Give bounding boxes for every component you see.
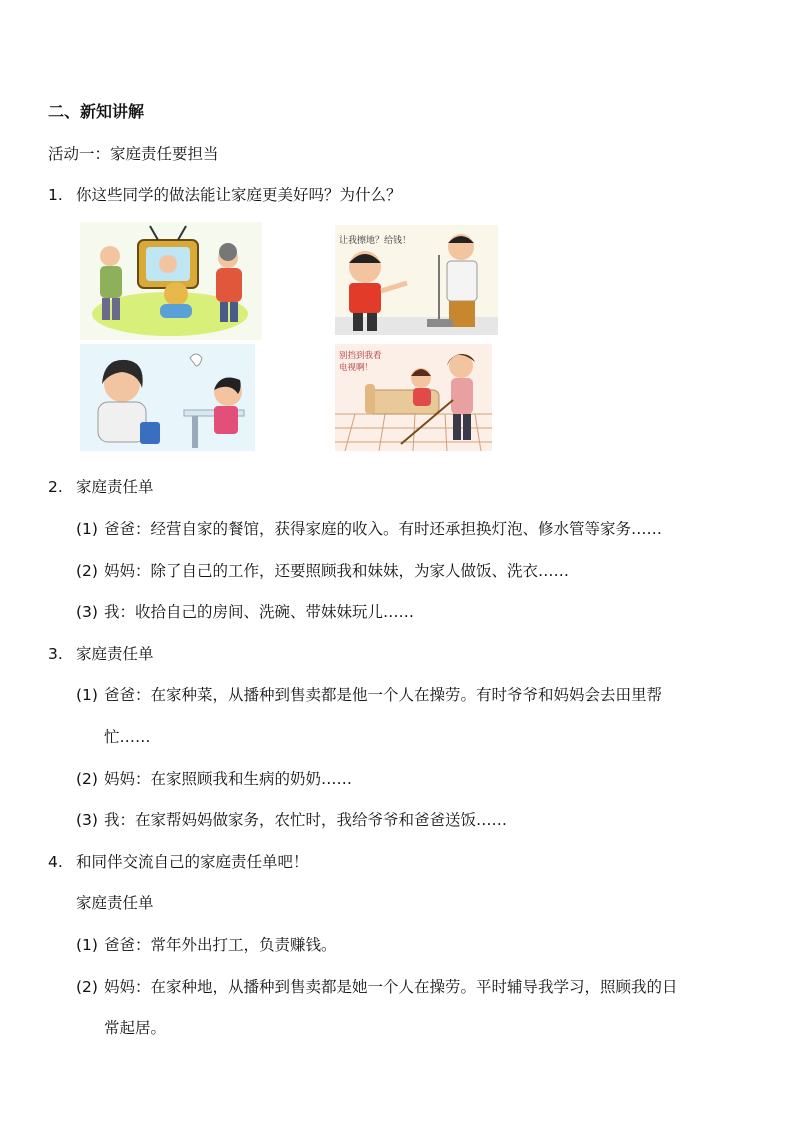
illustration-mopping (335, 225, 498, 335)
question-title: 家庭责任单 (76, 645, 154, 663)
item-text: 爸爸：常年外出打工，负责赚钱。 (104, 936, 337, 954)
section-heading: 二、新知讲解 (48, 102, 145, 121)
list-item (76, 976, 678, 998)
question-title: 家庭责任单 (76, 478, 154, 496)
item-number: (3) (76, 603, 98, 621)
list-item (76, 560, 569, 582)
question-4 (48, 851, 309, 873)
speech-bubble-text-line1: 别挡到我看 (339, 351, 382, 361)
speech-bubble-text-line2: 电视啊！ (339, 363, 374, 373)
item-text-continued: 忙…… (104, 728, 151, 746)
illustration-sweeping (335, 344, 492, 451)
item-text: 我：在家帮妈妈做家务，农忙时，我给爷爷和爸爸送饭…… (104, 811, 508, 829)
question-number: 4. (48, 853, 63, 871)
list-item (76, 684, 662, 706)
list-item (76, 934, 337, 956)
item-text: 爸爸：在家种菜，从播种到售卖都是他一个人在操劳。有时爷爷和妈妈会去田里帮 (104, 686, 663, 704)
question-number: 1. (48, 186, 63, 204)
illustration-studying (80, 344, 255, 451)
list-item (76, 601, 414, 623)
question-2 (48, 476, 154, 498)
item-text-continued: 常起居。 (104, 1019, 167, 1037)
item-number: (1) (76, 520, 98, 538)
list-item (76, 809, 507, 831)
question-3 (48, 643, 154, 665)
item-number: (2) (76, 562, 98, 580)
item-number: (2) (76, 978, 98, 996)
illustration-family-tv (80, 222, 262, 340)
speech-bubble-text: 让我擦地？给钱！ (339, 236, 412, 246)
question-text: 和同伴交流自己的家庭责任单吧！ (76, 853, 309, 871)
item-number: (2) (76, 770, 98, 788)
question-text: 你这些同学的做法能让家庭更美好吗？为什么？ (76, 186, 402, 204)
item-text: 妈妈：在家照顾我和生病的奶奶…… (104, 770, 353, 788)
subtitle: 家庭责任单 (76, 894, 154, 912)
item-text: 妈妈：在家种地，从播种到售卖都是她一个人在操劳。平时辅导我学习，照顾我的日 (104, 978, 678, 996)
item-text: 爸爸：经营自家的餐馆，获得家庭的收入。有时还承担换灯泡、修水管等家务…… (104, 520, 663, 538)
item-number: (1) (76, 686, 98, 704)
item-number: (3) (76, 811, 98, 829)
question-number: 3. (48, 645, 63, 663)
list-item (76, 768, 352, 790)
list-item (76, 518, 662, 540)
item-text: 妈妈：除了自己的工作，还要照顾我和妹妹，为家人做饭、洗衣…… (104, 562, 570, 580)
item-text: 我：收拾自己的房间、洗碗、带妹妹玩儿…… (104, 603, 415, 621)
item-number: (1) (76, 936, 98, 954)
question-1 (48, 184, 402, 206)
question-number: 2. (48, 478, 63, 496)
activity-title: 活动一：家庭责任要担当 (48, 145, 219, 163)
